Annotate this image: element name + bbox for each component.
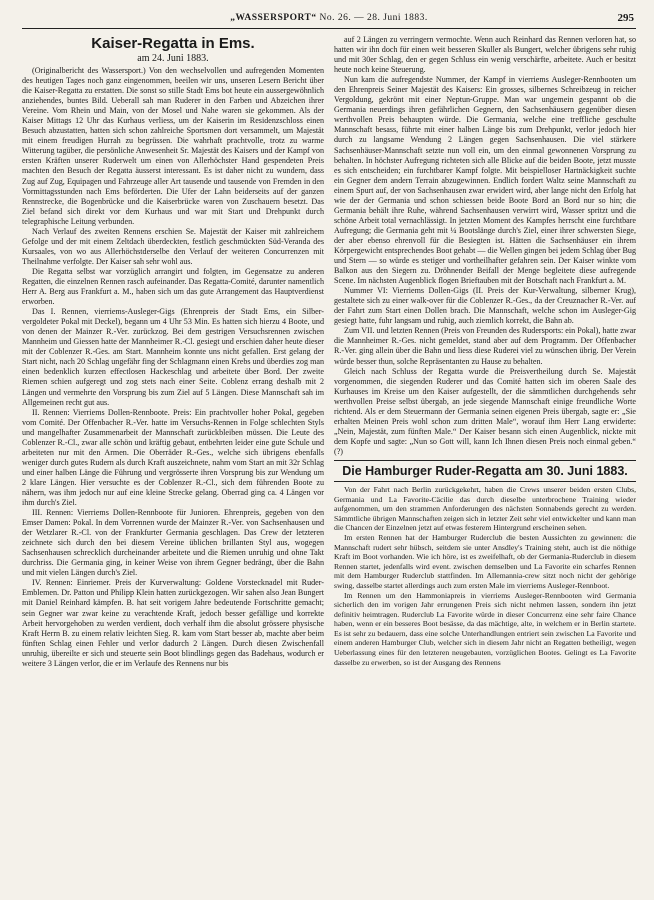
article-divider <box>334 460 636 461</box>
running-header <box>22 12 636 29</box>
article-paragraph: (Originalbericht des Wassersport.) Von den wechselvollen und aufregenden Momenten des heutigen Tages noch ganz eingenommen, beeilen wir uns, unseren Lesern Bericht über die Kaiser-Regatta zu erstatten. Die sonst so stille Stadt Ems bot heute ein aussergewöhnlich anziehendes, buntes Bild. Ueberall sah man Ruderer in den Farben und Abzeichen ihrer Vereine. Vom Rhein und Main, von der Mosel und Nahe waren sie gekommen. Als der Kaiser Mittags 12 Uhr das Kurhaus verliess, um der Kaiserin im Residenzschloss einen Besuch abzustatten, hatten sich schon zahlreiche Sportsmen dort versammelt, um Majestät mit einem freudigen Hurrah zu begrüssen. Die wahrhaft prachtvolle, trotz zu warme Witterung tagüber, die persönliche Anwesenheit Sr. Majestät des Kaisers und der Kampf von ersten Kräften unserer Ruderwelt um einen von Allerhöchster Hand gespendeten Preis machten den Besuch der Regatta äusserst interessant. Es ist daher nicht zu wundern, dass Zug auf Zug, Equipagen und Fahrzeuge aller Art tausende und tausende von Fremden in den Vormittagsstunden nach Ems beförderten. Die Ufer der Lahn beiderseits auf der ganzen Rennstrecke, die Bogenbrücke und die Kaiserbrücke waren von Zuschauern besetzt. Das Ziel befand sich direkt vor dem Kurhaus und war mit Start und Drehpunkt durch telegraphische Leitung verbunden. <box>22 66 324 226</box>
article-paragraph: Das I. Rennen, vierriems-Ausleger-Gigs (Ehrenpreis der Stadt Ems, ein Silber-vergoldeter Pokal mit Deckel), begann um 4 Uhr 53 Min. Es hatten sich hierzu 4 Boote, und von denen der Mainzer R.-Ver. zurückzog. Bei dem gestrigen Versuchsrennen zwischen Mannheim und Giessen hatte der Mannheimer R.-Cl. gesiegt und erschien daher heute dieser mit der Coblenzer R.-Ges. am Start. Mannheim konnte uns nicht gefallen. Erst gelang der Start nicht, nach 20 Schlag ungefähr fing der Schlagmann einen Krebs und überdies zog man einen bedenklich kurzen effectlosen Hackeschlag und arbeitete über Bord. Der zweite Riemen schien aufgeregt und zog stets nach einer Seite. Coblenz errang deshalb mit 2 Längen und vermehrte den Vorsprung bis zum Ziel auf 5 Längen. Diese Mannschaft sah im Allgemeinen recht gut aus. <box>22 307 324 407</box>
article-paragraph: Nach Verlauf des zweiten Rennens erschien Se. Majestät der Kaiser mit zahlreichem Gefolge und der mit einem Zeltdach überdeckten, festlich geschmückten Süd-Veranda des Kursaales, von wo aus Allerhöchstderselbe den Verlauf der weiteren Concurrenzen mit Theilnahme verfolgte. Der Kaiser sah sehr wohl aus. <box>22 226 324 266</box>
article-paragraph: IV. Rennen: Einriemer. Preis der Kurverwaltung: Goldene Vorstecknadel mit Ruder-Emblemen. Dr. Patton und Philipp Klein hatten zurückgezogen. Wir sahen also Jean Bungert mit Daniel Reinhard kämpfen. B. hat seit vorigem Jahre bedeutende Fortschritte gemacht; sein Gegner war zwar keine zu verachtende Kraft, jedoch besser gefällige und korrekte Arbeit hervorgehoben zu werden verdient, doch verhalf ihm die absolut grössere physische Kraft Herrn B. zu einem relativ leichten Sieg. R. kam vom Start besser ab, machte aber beim fünften Schlag einen Fehler und verlor dadurch 2 Längen. Durch diesen Zwischenfall unruhig, übereilte er sich und steuerte sein Boot blindlings gegen das Badehaus, wodurch er weitere 3 Längen verlor, die er im Verlaufe des Rennens nur bis <box>22 578 324 668</box>
header-title <box>22 13 636 23</box>
article-paragraph: Die Regatta selbst war vorzüglich arrangirt und folgten, im Gegensatze zu anderen Regatten, die einzelnen Rennen rasch aufeinander. Das Regatta-Comité, darunter namentlich Herr A. Berg aus Frankfurt a. M., haben sich um das gute Arrangement das Hauptverdienst erworben. <box>22 266 324 307</box>
page-number: 295 <box>617 12 634 24</box>
second-article-title: Die Hamburger Ruder-Regatta am 30. Juni 1883. <box>334 463 636 482</box>
publication-name: „WASSERSPORT“ <box>230 13 317 23</box>
left-column <box>22 35 324 895</box>
right-column <box>334 35 636 895</box>
article-paragraph: Nummer VI: Vierriems Dollen-Gigs (II. Preis der Kur-Verwaltung, silberner Krug), gestaltete sich zu einer walk-over für die Coblenzer R.-Ges., da der Creuznacher R.-Ver. auf der Fahrt zum Start einen Dollen brach. Die Mannschaft, welche schon im Ausleger-Gig gesiegt hatte, fuhr langsam und ruhig, auch ziemlich korrekt, die Bahn ab. <box>334 286 636 326</box>
article-date: am 24. Juni 1883. <box>137 53 209 64</box>
article-paragraph: auf 2 Längen zu verringern vermochte. Wenn auch Reinhard das Rennen verloren hat, so hatten wir ihn doch für einen weit besseren Skuller als Bungert, welcher übrigens sehr ruhig und mit 30er Schlag, den er gegen Schluss ein wenig verschärfte, arbeitete. Auch er besitzt heute noch keine Steuerung. <box>334 35 636 75</box>
article-paragraph: III. Rennen: Vierriems Dollen-Rennboote für Junioren. Ehrenpreis, gegeben von den Emser Damen: Pokal. In dem Vorrennen wurde der Mainzer R.-Ver. von Sachsenhausen und der Wetzlarer R.-Cl. von der Frankfurter Germania geschlagen. Das Crew der letzteren zeichnete sich durch den bei diesem Vereine üblichen brillanten Styl aus, wogegen Sachsenhausen schrecklich durcheinander arbeitete und die Riemen unruhig und ohne Takt durchriss. Die Germania ging, in keiner Weise von ihrem Gegner bedrängt, über die Bahn und mit vielen Längen durch's Ziel. <box>22 508 324 578</box>
article-paragraph: Von der Fahrt nach Berlin zurückgekehrt, haben die Crews unserer beiden ersten Clubs, Germania und La Favorite-Cäcilie das durch dieselbe unterbrochene Training wieder aufgenommen, um den strammen Anforderungen des nächsten Sonnabends gerecht zu werden. Sämmtliche übrigen Mannschaften zeigen sich in letzter Zeit sehr viel entwickelter und kann man die Chancen der Einzelnen jetzt auf etwas festerem Hintergrund erscheinen sehen. <box>334 484 636 533</box>
issue-info: No. 26. — 28. Juni 1883. <box>319 13 428 23</box>
article-paragraph: Zum VII. und letzten Rennen (Preis von Freunden des Rudersports: ein Pokal), hatte zwar die Mannheimer R.-Ges. nicht gemeldet, stand aber auf dem Programm. Der Offenbacher R.-Ver. ging allein über die Bahn und liess diese Ruderei viel zu wünschen übrig. Der Verein würde besser thun, solche Repräsentanten zu Hause zu behalten. <box>334 326 636 366</box>
article-paragraph: II. Rennen: Vierriems Dollen-Rennboote. Preis: Ein prachtvoller hoher Pokal, gegeben vom Comité. Der Offenbacher R.-Ver. hatte im Versuchs-Rennen in Folge schlechten Styls und mangelhafter Zusammenarbeit der Mannschaft zurückbleiben müssen. Die Leute des Coblenzer R.-Cl., zwar alle schön und kräftig gebaut, entbehrten leider eine gute Schule und arbeiteten nur mit den Armen. Die Oberräder R.-Ges., welche sich übrigens ebenfalls weniger durch gutes Rudern als durch Kraft auszeichnete, nahm vom Start an mit 32r Schlag und einer halben Länge die Führung und vergrösserte ihren Vorsprung bis zur Wendung um 2 klare Längen. Hier versuchte es der Coblenzer R.-Cl., sich dem führenden Boote zu nähern, was ihm jedoch nur auf eine kleine Strecke gelang. Oberrad ging ca. 4 Längen vor ihm durch's Ziel. <box>22 407 324 508</box>
article-paragraph: Gleich nach Schluss der Regatta wurde die Preisvertheilung durch Se. Majestät vorgenommen, die siegenden Ruderer und das Comité hatten sich im oberen Saale des Kurhauses im Kreise um den Kaiser aufgestellt, der die sämmtlichen durchgehends sehr werthvollen Preise selbst übergab, an jede siegende Mannschaft einige freundliche Worte richtend. Als er dem Steuermann der Germania seinen eigenen Preis übergab, sagte er: „Sie erhalten Meinen Preis wohl schon zum dritten Male“, worauf ihm Herr Lang erwiderte: „Nein, Majestät, zum fünften Male.“ Der Kaiser besann sich einen Augenblick, nickte mit dem Kopfe und sagte: „Nun so Gott will, kann Ich Ihnen diesen Preis noch einmal geben.“ (?) <box>334 366 636 456</box>
article-paragraph: Im ersten Rennen hat der Hamburger Ruderclub die besten Aussichten zu gewinnen: die Mannschaft rudert sehr hübsch, seitdem sie unter Ansdley's Training steht, auch ist die nöthige Kraft im Boot vorhanden. Wie ich höre, ist es zweifelhaft, ob der Germania-Ruderclub in diesem Rennen startet, jedenfalls wird event. zwischen demselben und La Favorite ein scharfes Rennen mit dem Hamburger Ruderclub stattfinden. Im Allemannia-crew sitzt noch nicht der gehörige swing, dasselbe startet allerdings auch zum ersten Male im vierriems Ausleger-Rennboot. <box>334 532 636 590</box>
text-columns <box>22 35 636 895</box>
article-paragraph: Im Rennen um den Hammoniapreis in vierriems Ausleger-Rennbooten wird Germania sicherlich den im vorigen Jahr errungenen Preis sich nicht nehmen lassen, sondern ihn jetzt definitiv heimtragen. Ruderclub La Favorite würde in dieser Concurrenz eine sehr faire Chance haben, wenn er ein besseres Boot besässe, da das mächtige, alte, in welchem er in Berlin startete. Es ist sehr zu bedauern, dass eine solche Unterhandlungen entriert sein zwischen La Favorite und einem anderen Hamburger Club, welcher sich in diesem Jahr nicht an Regatten betheiligt, wegen Ueberlassung eines für den letzteren neugebauten, vorzüglichen Bootes. Gelingt es La Favorite dasselbe zu erwerben, so ist der Ausgang des Rennens <box>334 590 636 667</box>
article-title: Kaiser-Regatta in Ems. <box>91 35 255 52</box>
article-paragraph: Nun kam die aufregendste Nummer, der Kampf in vierriems Ausleger-Rennbooten um den Ehrenpreis Seiner Majestät des Kaisers: Ein grosses, silbernes Schreibzeug in reicher Vergoldung, gekrönt mit einer Neptun-Gruppe. Man war ungemein gespannt ob die Germania neuerdings ihren gefährlichen Gegnern, den Sachsenhäusern gegenüber diesen werthvollen Preis behaupten würde. Die Germania, welche eine treffliche geschulte Mannschaft besass, führte mit einer halben Länge bis zum Drehpunkt, verlor jedoch hier durch zu langsame Wendung 2 Längen gegen Sachsenhausen. Die viel stärkere Sachsenhäuser-Mannschaft setzte nun voll ein, um den einmal gewonnenen Vorsprung zu behalten. In höchster Aufregung richteten sich alle Blicke auf die beiden Boote, jetzt musste es sich entscheiden; ein furchtbarer Kampf folgte. Mit beispielloser Hartnäckigkeit suchte ein Gegner dem andern Terrain abzugewinnen. Endlich fordert Waltz seine Mannschaft zu einem Spurt auf, der von Sachsenhausen zwar erwidert wird, aber lange nicht den Erfolg hat wie der der Germania und schon schiessen beide Boote Bord an Bord nur so hin; die Germania behält ihre Ruhe, während Sachsenhausen verwirrt wird, Wasser spritzt und die schöne Arbeit total vernachlässigt. In jetzten Moment des Kampfes herrscht eine furchtbare Aufregung; die Germania geht mit ¼ Bootslänge durch's Ziel, einer ihrer schwersten Siege, der aber ebenso ehrenvoll für die Besiegten ist. Hätten die Sachsenhäuser ein ihrem Körpergewicht entsprechendes Boot gehabt — die Wellen gingen bei jedem Schlag über Bug und Stern — so würde es stetiger und vortheilhafter gefahren sein. Der Kaiser winkte vom Balkon aus den Siegern zu. Dröhnender Beifall der Menge begleitete diese aufregende Scene. Im nächsten Augenblick flogen Brieftauben mit der Botschaft nach Frankfurt a. M. <box>334 75 636 286</box>
second-article-body <box>334 485 636 667</box>
